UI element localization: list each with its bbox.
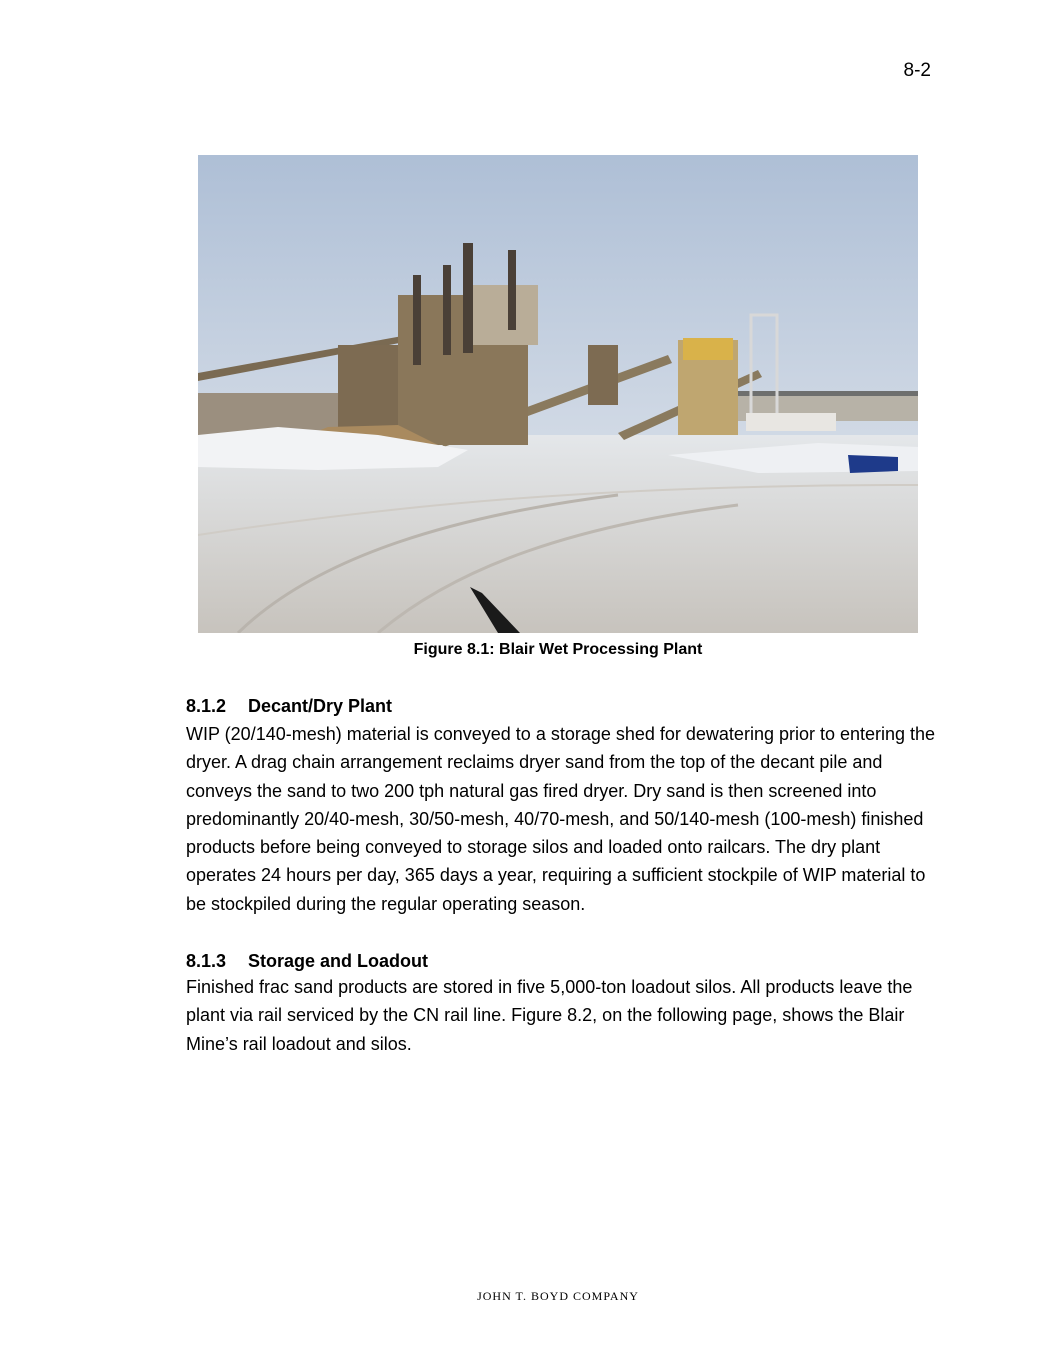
section-body: Finished frac sand products are stored in five 5,000-ton loadout silos. All products leave the plant via rail serviced by the CN rail line. Figure 8.2, on the following page, shows the Blair Mine’s rail loadout and silos. [186,977,913,1054]
section-body: WIP (20/140-mesh) material is conveyed to a storage shed for dewatering prior to entering the dryer. A drag chain arrangement reclaims dryer sand from the top of the decant pile and conveys the sand to two 200 tph natural gas fired dryer. Dry sand is then screened into predominantly 20/40-mesh, 30/50-mesh, 40/70-mesh, and 50/140-mesh (100-mesh) finished products before being conveyed to storage silos and loaded onto railcars. The dry plant operates 24 hours per day, 365 days a year, requiring a sufficient stockpile of WIP material to be stockpiled during the regular operating season. [186,724,936,914]
section-number: 8.1.2 [186,696,227,716]
section-number: 8.1.3 [186,951,227,971]
section-title: Decant/Dry Plant [248,696,393,716]
plant-photo [198,155,918,633]
footer-company: JOHN T. BOYD COMPANY [477,1289,639,1303]
section-heading [186,694,946,718]
section-title: Storage and Loadout [248,951,428,971]
section-heading [186,949,946,973]
section-storage-loadout [186,949,946,1058]
figure-caption: Figure 8.1: Blair Wet Processing Plant [413,641,703,658]
section-decant-dry-plant [186,694,946,918]
page-number: 8-2 [903,60,931,81]
